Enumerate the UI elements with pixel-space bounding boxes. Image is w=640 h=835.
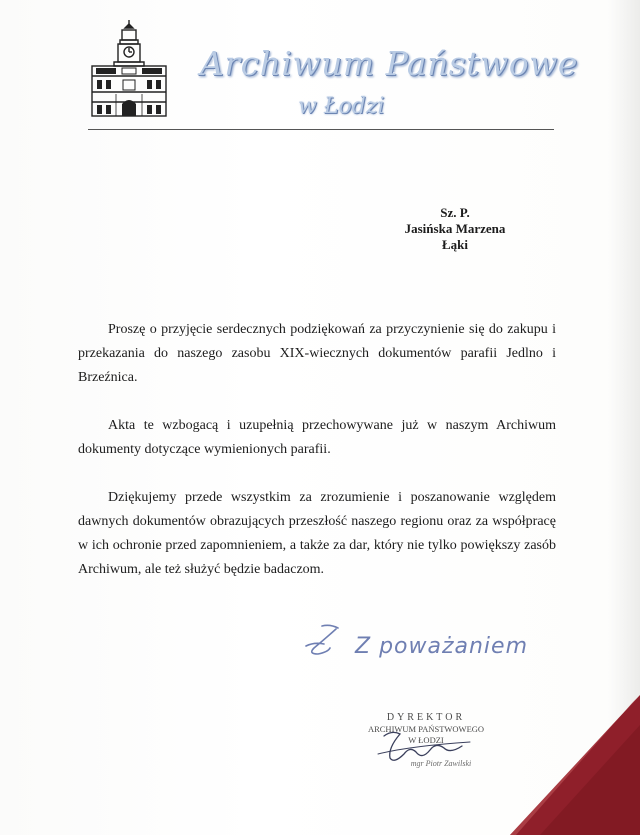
header-divider <box>88 129 554 130</box>
town-hall-building-icon <box>88 18 170 120</box>
handwritten-closing <box>300 620 530 670</box>
stamp-city: W ŁODZI <box>408 735 444 745</box>
signature-icon <box>370 724 480 772</box>
recipient-honorific: Sz. P. <box>440 205 470 220</box>
letter-paragraph: Akta te wzbogacą i uzupełnią przechowywane już w naszym Archiwum dokumenty dotyczące wymienionych parafii. <box>78 418 556 457</box>
recipient-name: Jasińska Marzena <box>404 221 506 236</box>
archive-title: Archiwum Państwowe <box>200 44 578 83</box>
letter-body <box>78 318 556 606</box>
stamp-title: DYREKTOR <box>386 712 466 723</box>
closing-text: Z poważaniem <box>355 634 529 659</box>
handwritten-z-icon <box>300 620 360 670</box>
stamp-institution: ARCHIWUM PAŃSTWOWEGO <box>367 724 485 734</box>
folder-corner-icon <box>500 685 640 835</box>
stamp-signatory: mgr Piotr Zawilski <box>410 759 472 768</box>
letter-paragraph: Dziękujemy przede wszystkim za zrozumienie i poszanowanie względem dawnych dokumentów obrazujących przeszłość naszego regionu oraz za współpracę w ich ochronie przed zapomnieniem, a także za dar, który nie tylko powiększy zasób Archiwum, ale też służyć będzie badaczom. <box>78 490 556 577</box>
recipient-place: Łąki <box>441 237 468 252</box>
recipient-address <box>380 205 530 253</box>
archive-city: w Łodzi <box>298 94 385 119</box>
letter-paragraph: Proszę o przyjęcie serdecznych podziękowań za przyczynienie się do zakupu i przekazania do naszego zasobu XIX-wiecznych dokumentów parafii Jedlno i Brzeźnica. <box>78 322 556 385</box>
